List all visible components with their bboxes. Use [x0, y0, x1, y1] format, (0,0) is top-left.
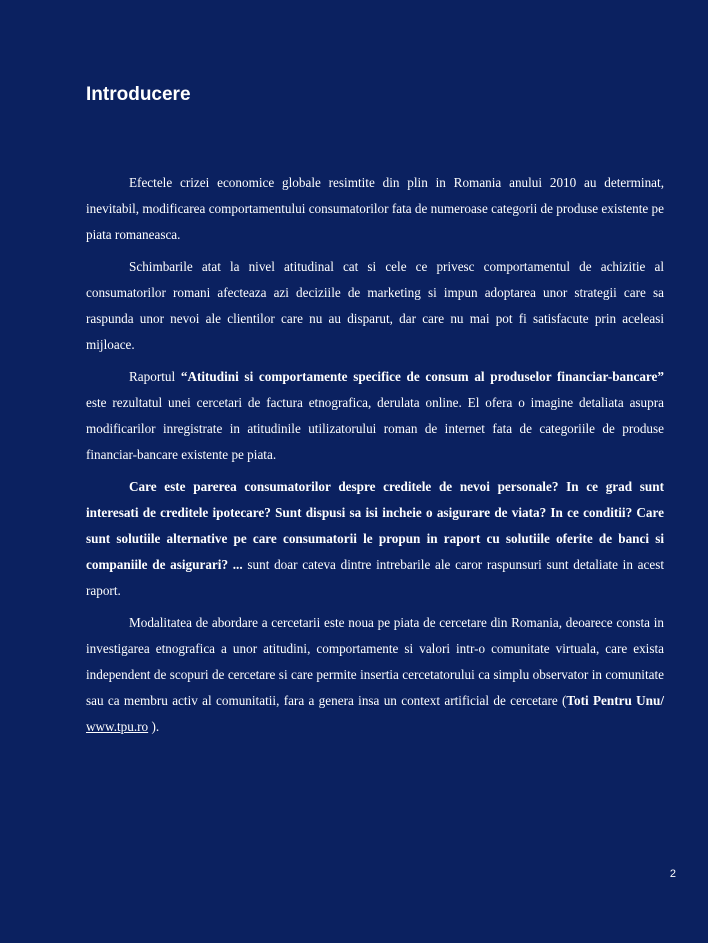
section-heading: Introducere [86, 84, 191, 105]
paragraph-3-start: Raportul [129, 369, 181, 384]
page-number: 2 [669, 868, 676, 880]
paragraph-5 [86, 610, 664, 740]
page-edge [708, 0, 728, 943]
research-questions: Care este parerea consumatorilor despre creditele de nevoi personale? In ce grad sunt interesati de creditele ipotecare? Sunt dispusi sa isi incheie o asigurare de viata? In ce conditii? Care sunt solutiile alternative pe care consumatorii le propun in raport cu solutiile oferite de banci si companiile de asigurari? ... [86, 479, 664, 572]
paragraph-1: Efectele crizei economice globale resimtite din plin in Romania anului 2010 au determinat, inevitabil, modificarea comportamentului consumatorilor fata de numeroase categorii de produse existente pe piata romaneasca. [86, 175, 664, 242]
tpu-link[interactable]: www.tpu.ro [86, 719, 149, 734]
paragraph-3 [86, 364, 664, 468]
body-text [86, 170, 664, 748]
paragraph-4 [86, 474, 664, 604]
community-name: Toti Pentru Unu/ [566, 693, 664, 708]
paragraph-5-start: Modalitatea de abordare a cercetarii este noua pe piata de cercetare din Romania, deoarece consta in investigarea etnografica a unor atitudini, comportamente si valori intr-o comunitate virtuala, care exista independent de scopuri de cercetare si care permite insertia cercetatorului ca simplu observator in comunitate sau ca membru activ al comunitatii, fara a genera insa un context artificial de cercetare ( [86, 615, 664, 708]
paragraph-4-end: sunt doar cateva dintre intrebarile ale caror raspunsuri sunt detaliate in acest raport. [86, 557, 664, 598]
paragraph-5-end: ). [148, 719, 160, 734]
paragraph-2: Schimbarile atat la nivel atitudinal cat si cele ce privesc comportamentul de achizitie al consumatorilor romani afecteaza azi deciziile de marketing si impun adoptarea unor strategii care sa raspunda unor nevoi ale clientilor care nu au disparut, dar care nu mai pot fi satisfacute prin aceleasi mijloace. [86, 259, 664, 352]
paragraph-3-end: este rezultatul unei cercetari de factura etnografica, derulata online. El ofera o imagine detaliata asupra modificarilor inregistrate in atitudinile utilizatorului roman de internet fata de categoriile de produse financiar-bancare existente pe piata. [86, 395, 664, 462]
report-title: “Atitudini si comportamente specifice de consum al produselor financiar-bancare” [180, 369, 664, 384]
